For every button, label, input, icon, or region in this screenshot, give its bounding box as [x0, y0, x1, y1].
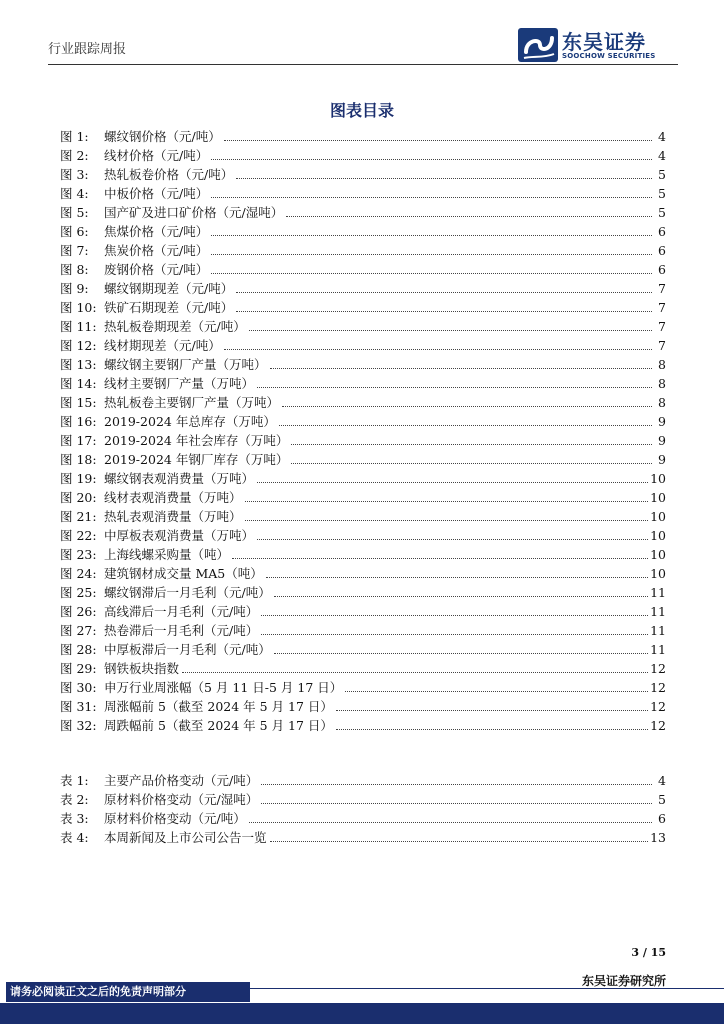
figure-entry[interactable] [60, 335, 666, 354]
figure-entry[interactable] [60, 468, 666, 487]
dot-leader [232, 557, 648, 559]
figure-entry-label: 中厚板滞后一月毛利（元/吨） [104, 642, 271, 657]
figure-entry-label: 线材表观消费量（万吨） [104, 490, 242, 505]
figure-entry[interactable] [60, 715, 666, 734]
figure-entry-page: 10 [650, 547, 666, 562]
figure-entry-page: 9 [658, 433, 666, 448]
figure-entry-number: 图 2: [60, 148, 89, 163]
dot-leader [270, 840, 649, 842]
figure-entry-page: 5 [658, 167, 666, 182]
table-entry-number: 表 4: [60, 830, 89, 845]
dot-leader [261, 783, 652, 785]
figure-entry-label: 建筑钢材成交量 MA5（吨） [104, 566, 263, 581]
dot-leader [274, 652, 648, 654]
brand-logo [518, 26, 688, 66]
disclaimer-link[interactable]: 请务必阅读正文之后的免责声明部分 [6, 982, 250, 1002]
dot-leader [224, 139, 652, 141]
figure-entry-number: 图 29: [60, 661, 97, 676]
dot-leader [345, 690, 648, 692]
dot-leader [257, 386, 652, 388]
figure-entry-number: 图 21: [60, 509, 97, 524]
figure-entry-label: 螺纹钢主要钢厂产量（万吨） [104, 357, 267, 372]
figure-entry[interactable] [60, 297, 666, 316]
figure-entry-number: 图 32: [60, 718, 97, 733]
figure-entry-page: 11 [650, 604, 666, 619]
footer-org: 东吴证券研究所 [581, 974, 666, 988]
table-entry[interactable] [60, 808, 666, 827]
figure-entry-number: 图 11: [60, 319, 97, 334]
figure-entry[interactable] [60, 601, 666, 620]
figure-entry[interactable] [60, 316, 666, 335]
figure-entry[interactable] [60, 240, 666, 259]
figure-entry-number: 图 10: [60, 300, 97, 315]
figure-entry[interactable] [60, 392, 666, 411]
figure-entry-label: 中厚板表观消费量（万吨） [104, 528, 255, 543]
figure-entry-page: 9 [658, 414, 666, 429]
dot-leader [245, 519, 649, 521]
figure-entry-number: 图 7: [60, 243, 89, 258]
figure-entry-number: 图 1: [60, 129, 89, 144]
figure-entry[interactable] [60, 373, 666, 392]
figure-entry-label: 热轧板卷期现差（元/吨） [104, 319, 246, 334]
figure-entry-page: 4 [658, 129, 666, 144]
dot-leader [211, 158, 652, 160]
figure-entry-page: 7 [658, 338, 666, 353]
header-divider [48, 64, 678, 65]
figure-entry-number: 图 19: [60, 471, 97, 486]
dot-leader [211, 196, 652, 198]
figure-entry-page: 12 [650, 699, 666, 714]
figure-entry-label: 2019-2024 年钢厂库存（万吨） [104, 452, 289, 467]
figure-entry-page: 5 [658, 205, 666, 220]
figure-entry[interactable] [60, 544, 666, 563]
figure-entry-label: 上海线螺采购量（吨） [104, 547, 230, 562]
figure-entry-number: 图 12: [60, 338, 97, 353]
figure-entry[interactable] [60, 487, 666, 506]
figure-entry[interactable] [60, 202, 666, 221]
figure-entry-label: 钢铁板块指数 [104, 661, 180, 676]
dot-leader [261, 802, 652, 804]
figure-entry[interactable] [60, 411, 666, 430]
figure-entry-page: 10 [650, 490, 666, 505]
figure-entry[interactable] [60, 164, 666, 183]
figure-entry-label: 螺纹钢期现差（元/吨） [104, 281, 234, 296]
dot-leader [291, 462, 652, 464]
figure-entry-page: 5 [658, 186, 666, 201]
figure-entry-number: 图 9: [60, 281, 89, 296]
figure-entry-page: 11 [650, 585, 666, 600]
table-entry-page: 6 [658, 811, 666, 826]
dot-leader [182, 671, 648, 673]
page-title: 图表目录 [329, 101, 394, 120]
figure-entry[interactable] [60, 449, 666, 468]
figure-entry-page: 6 [658, 243, 666, 258]
figure-entry-label: 2019-2024 年总库存（万吨） [104, 414, 276, 429]
figure-entry-page: 10 [650, 471, 666, 486]
figure-entry-number: 图 20: [60, 490, 97, 505]
figure-entry-number: 图 16: [60, 414, 97, 429]
page-number: 3 / 15 [631, 946, 666, 959]
dot-leader [286, 215, 652, 217]
figure-entry-number: 图 23: [60, 547, 97, 562]
dot-leader [274, 595, 648, 597]
logo-english-name: SOOCHOW SECURITIES [562, 52, 656, 60]
figure-entry-label: 焦炭价格（元/吨） [104, 243, 209, 258]
dot-leader [224, 348, 652, 350]
figure-entry-page: 10 [650, 528, 666, 543]
dot-leader [291, 443, 652, 445]
figure-entry[interactable] [60, 145, 666, 164]
dot-leader [211, 253, 652, 255]
figure-entry-number: 图 22: [60, 528, 97, 543]
dot-leader [261, 633, 648, 635]
figure-entry-number: 图 14: [60, 376, 97, 391]
figure-entry-number: 图 13: [60, 357, 97, 372]
figure-entry-number: 图 8: [60, 262, 89, 277]
figure-entry-page: 7 [658, 319, 666, 334]
dot-leader [211, 234, 652, 236]
figure-entry-label: 2019-2024 年社会库存（万吨） [104, 433, 289, 448]
dot-leader [336, 709, 648, 711]
logo-chinese-name: 东吴证券 [562, 30, 646, 54]
figure-entry-number: 图 5: [60, 205, 89, 220]
figure-entry-page: 6 [658, 262, 666, 277]
figure-entry-number: 图 28: [60, 642, 97, 657]
figure-entry-number: 图 27: [60, 623, 97, 638]
figure-entry-number: 图 15: [60, 395, 97, 410]
table-entry-label: 原材料价格变动（元/吨） [104, 811, 246, 826]
table-entry-label: 本周新闻及上市公司公告一览 [104, 830, 267, 845]
dot-leader [211, 272, 652, 274]
figure-entry-number: 图 17: [60, 433, 97, 448]
table-entry-page: 4 [658, 773, 666, 788]
figure-entry-page: 4 [658, 148, 666, 163]
figure-entry-page: 11 [650, 623, 666, 638]
figure-entry[interactable] [60, 506, 666, 525]
dot-leader [249, 329, 652, 331]
report-type: 行业跟踪周报 [48, 42, 127, 57]
figure-entry-number: 图 6: [60, 224, 89, 239]
figure-entry-label: 中板价格（元/吨） [104, 186, 209, 201]
figure-entry-label: 铁矿石期现差（元/吨） [104, 300, 234, 315]
dot-leader [257, 481, 648, 483]
figure-entry[interactable] [60, 696, 666, 715]
dot-leader [279, 424, 652, 426]
dot-leader [266, 576, 648, 578]
table-entry-label: 主要产品价格变动（元/吨） [104, 773, 259, 788]
figure-entry-number: 图 26: [60, 604, 97, 619]
dot-leader [261, 614, 648, 616]
footer-bar [0, 1003, 724, 1024]
dot-leader [236, 291, 652, 293]
figure-entry[interactable] [60, 563, 666, 582]
figure-entry-page: 7 [658, 281, 666, 296]
figure-entry-page: 12 [650, 661, 666, 676]
figure-entry-label: 热轧板卷价格（元/吨） [104, 167, 234, 182]
figure-entry-number: 图 25: [60, 585, 97, 600]
dot-leader [236, 177, 652, 179]
table-entry-label: 原材料价格变动（元/湿吨） [104, 792, 259, 807]
figure-entry[interactable] [60, 677, 666, 696]
table-entry-number: 表 3: [60, 811, 89, 826]
figure-entry-page: 10 [650, 566, 666, 581]
figure-entry[interactable] [60, 354, 666, 373]
figure-entry-page: 10 [650, 509, 666, 524]
dot-leader [245, 500, 649, 502]
figure-entry-page: 7 [658, 300, 666, 315]
figure-entry-page: 8 [658, 357, 666, 372]
figure-entry[interactable] [60, 221, 666, 240]
dot-leader [236, 310, 652, 312]
figure-entry[interactable] [60, 639, 666, 658]
figure-entry-label: 焦煤价格（元/吨） [104, 224, 209, 239]
table-entry[interactable] [60, 770, 666, 789]
figure-entry-number: 图 31: [60, 699, 97, 714]
dot-leader [257, 538, 648, 540]
figure-entry-page: 8 [658, 395, 666, 410]
figure-entry-label: 申万行业周涨幅（5 月 11 日-5 月 17 日） [104, 680, 343, 695]
figure-entry[interactable] [60, 183, 666, 202]
figure-entry-page: 9 [658, 452, 666, 467]
figure-entry-label: 国产矿及进口矿价格（元/湿吨） [104, 205, 284, 220]
table-entry-number: 表 2: [60, 792, 89, 807]
figure-entry-number: 图 30: [60, 680, 97, 695]
figure-entry-page: 12 [650, 718, 666, 733]
table-list [60, 770, 666, 846]
figure-entry-label: 线材价格（元/吨） [104, 148, 209, 163]
figure-entry[interactable] [60, 259, 666, 278]
figure-entry-label: 螺纹钢滞后一月毛利（元/吨） [104, 585, 271, 600]
figure-entry-page: 6 [658, 224, 666, 239]
figure-entry-label: 热轧板卷主要钢厂产量（万吨） [104, 395, 280, 410]
figure-list [60, 126, 666, 734]
figure-entry[interactable] [60, 126, 666, 145]
table-entry-page: 13 [650, 830, 666, 845]
figure-entry[interactable] [60, 430, 666, 449]
figure-entry-number: 图 4: [60, 186, 89, 201]
figure-entry-label: 螺纹钢价格（元/吨） [104, 129, 221, 144]
figure-entry-page: 8 [658, 376, 666, 391]
figure-entry-label: 高线滞后一月毛利（元/吨） [104, 604, 259, 619]
figure-entry-label: 螺纹钢表观消费量（万吨） [104, 471, 255, 486]
figure-entry[interactable] [60, 278, 666, 297]
table-entry-page: 5 [658, 792, 666, 807]
figure-entry-label: 线材期现差（元/吨） [104, 338, 221, 353]
dot-leader [270, 367, 652, 369]
dot-leader [282, 405, 652, 407]
figure-entry-page: 11 [650, 642, 666, 657]
figure-entry-label: 热轧表观消费量（万吨） [104, 509, 242, 524]
dot-leader [336, 728, 648, 730]
figure-entry-number: 图 24: [60, 566, 97, 581]
dot-leader [249, 821, 652, 823]
figure-entry-number: 图 3: [60, 167, 89, 182]
figure-entry[interactable] [60, 620, 666, 639]
table-entry-number: 表 1: [60, 773, 89, 788]
figure-entry-label: 废钢价格（元/吨） [104, 262, 209, 277]
figure-entry-page: 12 [650, 680, 666, 695]
figure-entry-label: 线材主要钢厂产量（万吨） [104, 376, 255, 391]
figure-entry[interactable] [60, 525, 666, 544]
figure-entry-label: 周跌幅前 5（截至 2024 年 5 月 17 日） [104, 718, 333, 733]
soochow-logo-icon [518, 28, 558, 62]
figure-entry-label: 周涨幅前 5（截至 2024 年 5 月 17 日） [104, 699, 333, 714]
figure-entry[interactable] [60, 582, 666, 601]
table-entry[interactable] [60, 827, 666, 846]
figure-entry-label: 热卷滞后一月毛利（元/吨） [104, 623, 259, 638]
figure-entry[interactable] [60, 658, 666, 677]
table-entry[interactable] [60, 789, 666, 808]
figure-entry-number: 图 18: [60, 452, 97, 467]
